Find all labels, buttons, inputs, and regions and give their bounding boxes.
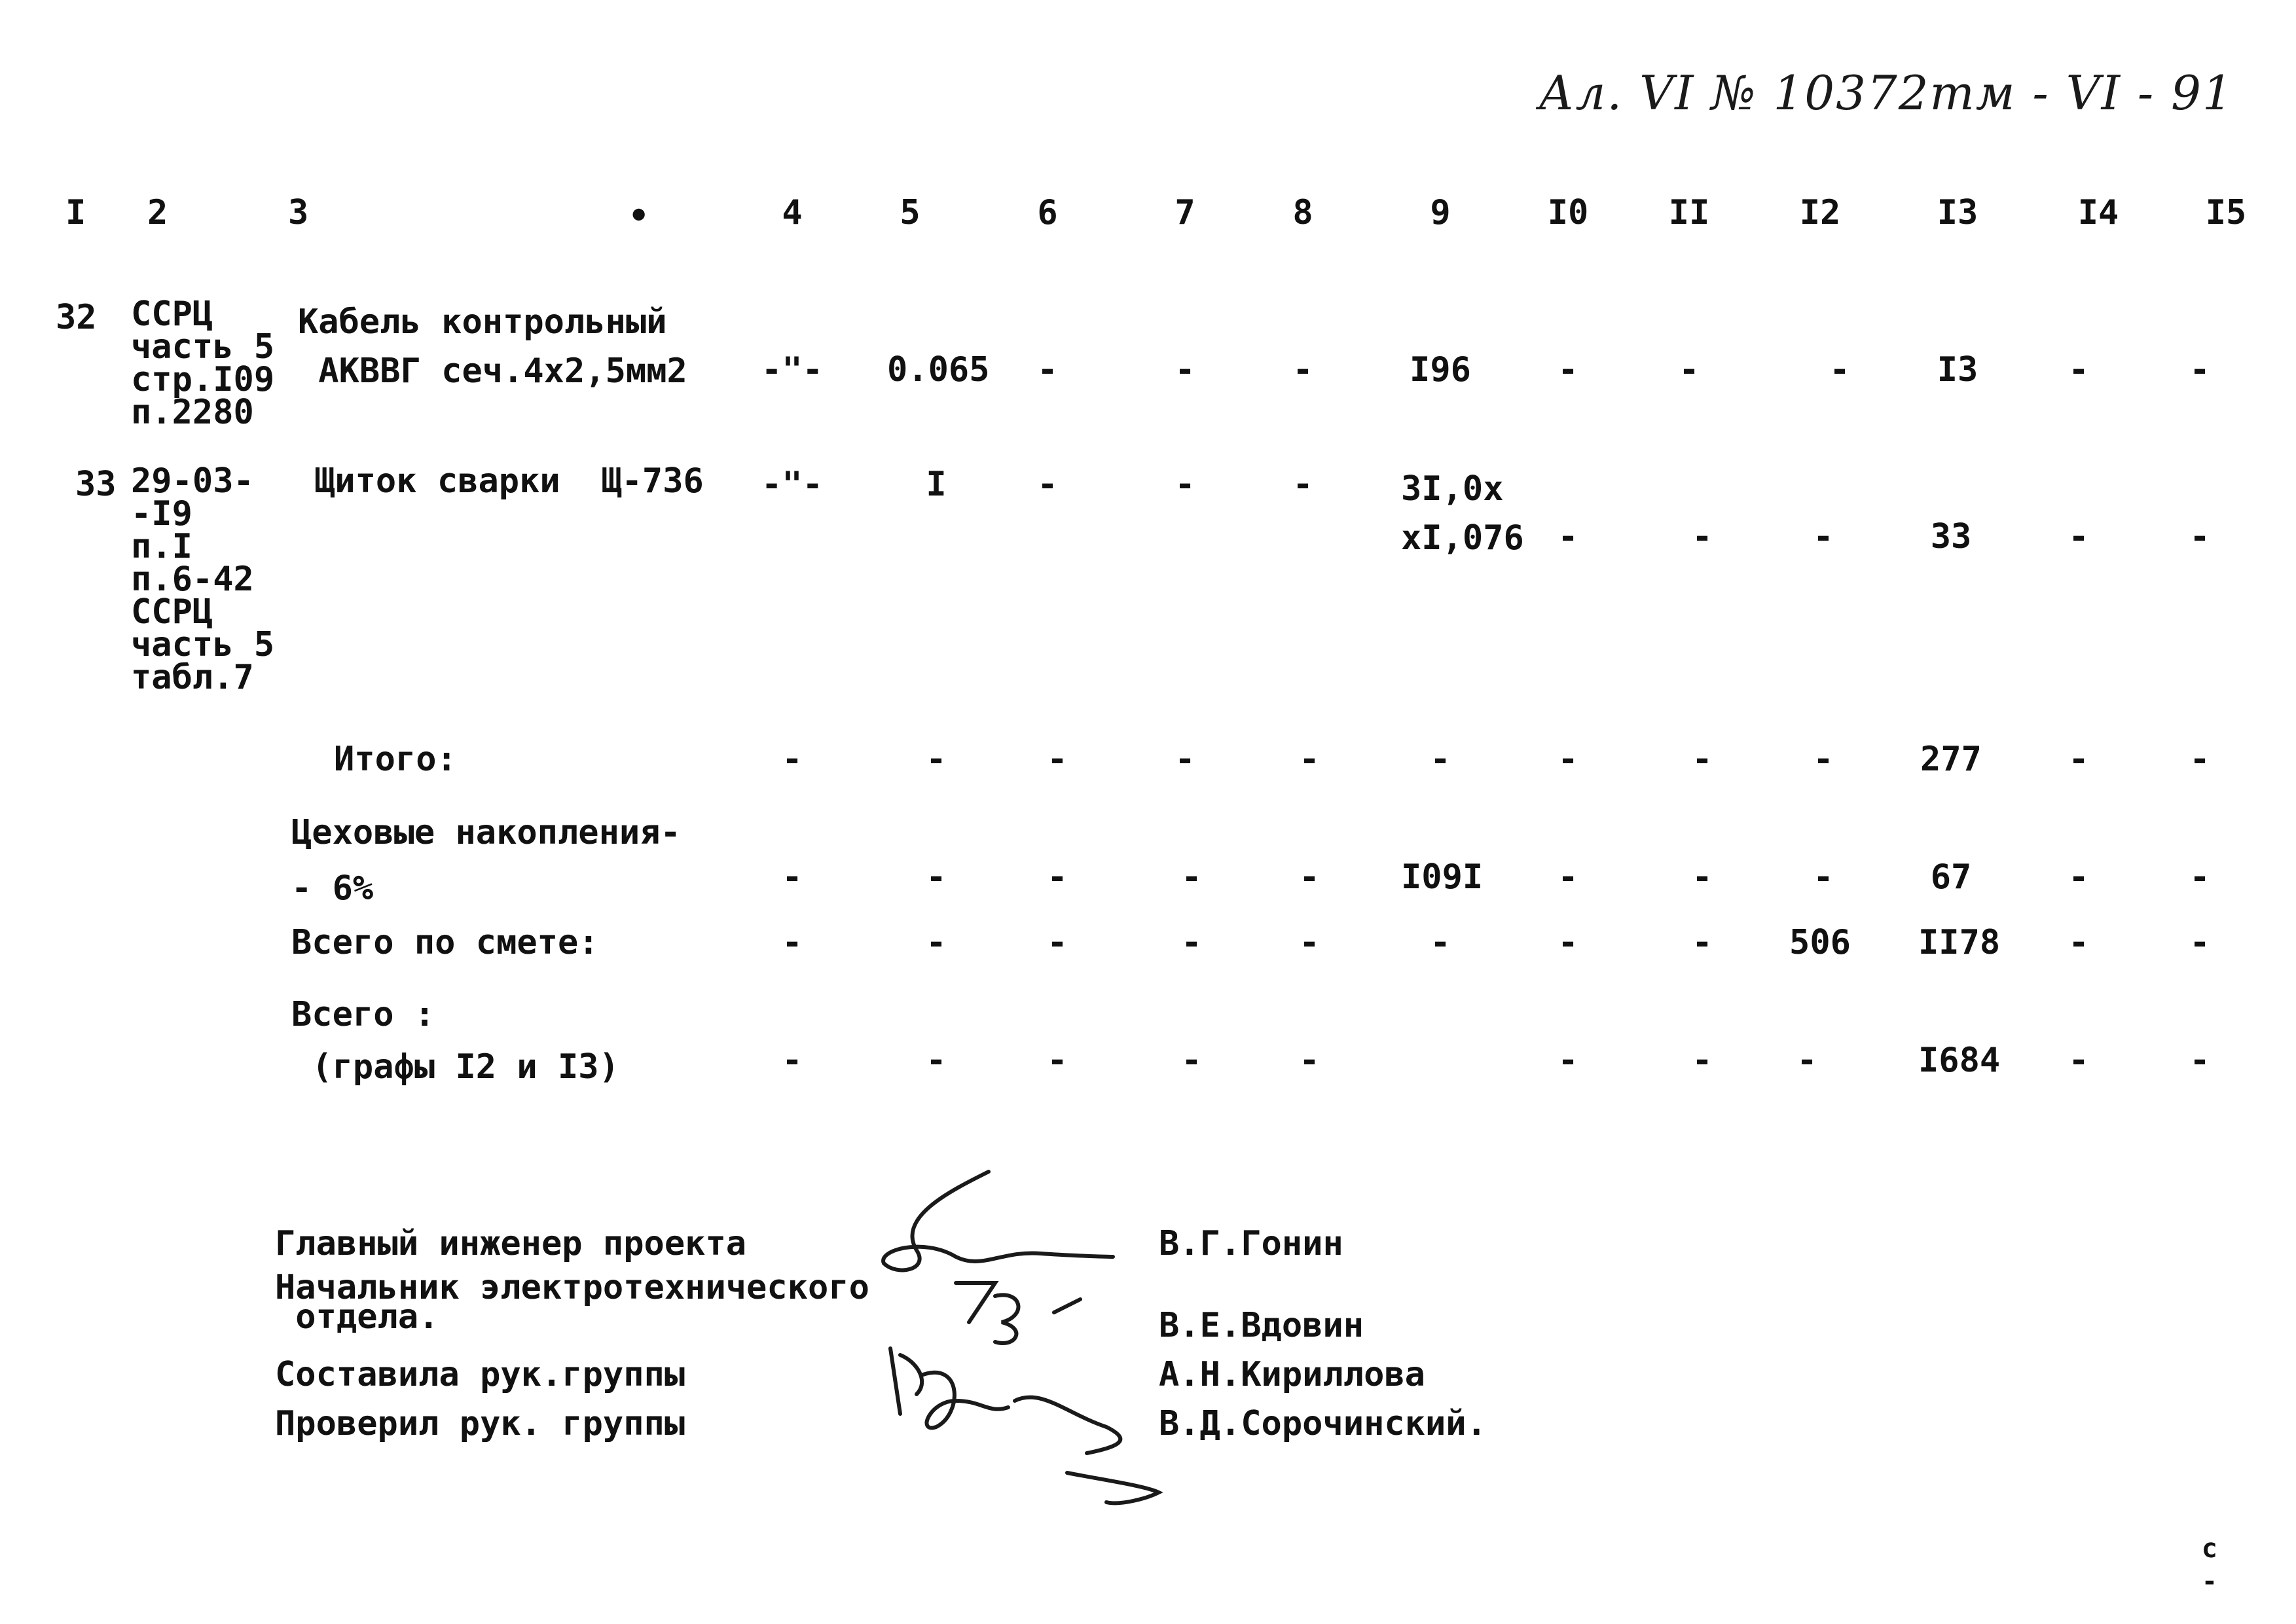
totals-col12: - bbox=[1813, 857, 1834, 897]
row-col5: I bbox=[926, 465, 947, 504]
totals-col6: - bbox=[1047, 857, 1068, 897]
col-header-2: 2 bbox=[147, 193, 168, 232]
totals-col13: II78 bbox=[1918, 923, 2001, 962]
col-header-15: I5 bbox=[2205, 193, 2247, 232]
col-header-9: 9 bbox=[1430, 193, 1451, 232]
row-col14: - bbox=[2068, 350, 2089, 389]
row-col6: - bbox=[1037, 350, 1058, 389]
totals-col4: - bbox=[782, 1041, 803, 1080]
totals-col15: - bbox=[2189, 923, 2210, 962]
col-header-11: II bbox=[1668, 193, 1710, 232]
totals-col9: - bbox=[1430, 740, 1451, 779]
totals-col5: - bbox=[926, 740, 947, 779]
col-header-3: 3 bbox=[288, 193, 309, 232]
totals-col15: - bbox=[2189, 1041, 2210, 1080]
totals-col14: - bbox=[2068, 857, 2089, 897]
totals-col7: - bbox=[1181, 857, 1202, 897]
col-header-8: 8 bbox=[1292, 193, 1313, 232]
row-col8: - bbox=[1292, 350, 1313, 389]
totals-col4: - bbox=[782, 857, 803, 897]
col-header-6: 6 bbox=[1037, 193, 1058, 232]
row-col11: - bbox=[1679, 350, 1700, 389]
row-col7: - bbox=[1175, 465, 1195, 504]
signature-role: Начальник электротехнического отдела. bbox=[275, 1268, 869, 1337]
row-norm-code: 29-03- -I9 п.I п.6-42 ССРЦ часть 5 табл.7 bbox=[131, 461, 275, 697]
totals-col12: - bbox=[1813, 740, 1834, 779]
row-col12: - bbox=[1829, 350, 1850, 389]
signature-role: Главный инженер проекта bbox=[275, 1224, 747, 1263]
totals-col4: - bbox=[782, 740, 803, 779]
col-header-14: I4 bbox=[2077, 193, 2119, 232]
totals-col12: - bbox=[1796, 1041, 1817, 1080]
signature-role: Составила рук.группы bbox=[275, 1355, 685, 1394]
totals-col8: - bbox=[1299, 857, 1320, 897]
row-col13: 33 bbox=[1930, 517, 1972, 556]
col-header-5: 5 bbox=[900, 193, 920, 232]
col-header-1: I bbox=[65, 193, 86, 232]
totals-col14: - bbox=[2068, 740, 2089, 779]
document-reference: Ал. VI № 10372тм - VI - 91 bbox=[1539, 65, 2234, 120]
totals-col4: - bbox=[782, 923, 803, 962]
row-norm-code: ССРЦ часть 5 стр.I09 п.2280 bbox=[131, 295, 275, 432]
totals-col14: - bbox=[2068, 923, 2089, 962]
col-header-10: I0 bbox=[1547, 193, 1589, 232]
totals-label: Всего по смете: bbox=[291, 923, 599, 962]
totals-col8: - bbox=[1299, 1041, 1320, 1080]
row-col10: - bbox=[1558, 350, 1578, 389]
row-col14: - bbox=[2068, 517, 2089, 556]
totals-col10: - bbox=[1558, 857, 1578, 897]
totals-col11: - bbox=[1692, 923, 1713, 962]
signature-name: В.Г.Гонин bbox=[1159, 1224, 1343, 1263]
col-header-13: I3 bbox=[1937, 193, 1978, 232]
row-col7: - bbox=[1175, 350, 1195, 389]
totals-col15: - bbox=[2189, 857, 2210, 897]
totals-col11: - bbox=[1692, 1041, 1713, 1080]
col-header-12: I2 bbox=[1799, 193, 1841, 232]
row-col12: - bbox=[1813, 517, 1834, 556]
totals-col8: - bbox=[1299, 740, 1320, 779]
signature-name: А.Н.Кириллова bbox=[1159, 1355, 1425, 1394]
signature-name: В.Е.Вдовин bbox=[1159, 1306, 1364, 1345]
row-col9: I96 bbox=[1410, 350, 1471, 389]
row-col15: - bbox=[2189, 517, 2210, 556]
totals-col7: - bbox=[1181, 1041, 1202, 1080]
row-col13: I3 bbox=[1937, 350, 1978, 389]
totals-col5: - bbox=[926, 1041, 947, 1080]
totals-label: Итого: bbox=[334, 740, 457, 779]
col-header-dot: • bbox=[629, 196, 649, 236]
totals-col11: - bbox=[1692, 857, 1713, 897]
row-col6: - bbox=[1037, 465, 1058, 504]
page-mark: с - bbox=[2201, 1534, 2217, 1597]
totals-col13: 67 bbox=[1930, 857, 1972, 897]
signature-name: В.Д.Сорочинский. bbox=[1159, 1404, 1487, 1443]
handwritten-signatures bbox=[871, 1165, 1172, 1519]
row-col15: - bbox=[2189, 350, 2210, 389]
row-col9: 3I,0х хI,076 bbox=[1401, 469, 1524, 558]
totals-col9: - bbox=[1430, 923, 1451, 962]
totals-label: Цеховые накопления- - 6% bbox=[291, 813, 681, 908]
row-col4: -"- bbox=[761, 465, 823, 504]
row-col4: -"- bbox=[761, 350, 823, 389]
totals-col6: - bbox=[1047, 1041, 1068, 1080]
totals-col10: - bbox=[1558, 1041, 1578, 1080]
row-number: 32 bbox=[56, 298, 97, 337]
row-col8: - bbox=[1292, 465, 1313, 504]
col-header-7: 7 bbox=[1175, 193, 1195, 232]
totals-col13: I684 bbox=[1918, 1041, 2001, 1080]
totals-label: Всего : (графы I2 и I3) bbox=[291, 995, 619, 1087]
totals-col15: - bbox=[2189, 740, 2210, 779]
row-item-name: Кабель контрольный АКВВГ сеч.4х2,5мм2 bbox=[298, 302, 687, 391]
signature-role: Проверил рук. группы bbox=[275, 1404, 685, 1443]
row-col10: - bbox=[1558, 517, 1578, 556]
totals-col7: - bbox=[1175, 740, 1195, 779]
totals-col7: - bbox=[1181, 923, 1202, 962]
totals-col6: - bbox=[1047, 740, 1068, 779]
totals-col5: - bbox=[926, 857, 947, 897]
totals-col14: - bbox=[2068, 1041, 2089, 1080]
totals-col9: I09I bbox=[1401, 857, 1484, 897]
row-col5: 0.065 bbox=[887, 350, 990, 389]
totals-col12: 506 bbox=[1789, 923, 1851, 962]
totals-col10: - bbox=[1558, 740, 1578, 779]
col-header-4: 4 bbox=[782, 193, 803, 232]
row-col11: - bbox=[1692, 517, 1713, 556]
totals-col13: 277 bbox=[1920, 740, 1982, 779]
totals-col5: - bbox=[926, 923, 947, 962]
totals-col10: - bbox=[1558, 923, 1578, 962]
totals-col6: - bbox=[1047, 923, 1068, 962]
totals-col11: - bbox=[1692, 740, 1713, 779]
row-number: 33 bbox=[75, 465, 117, 504]
totals-col8: - bbox=[1299, 923, 1320, 962]
row-item-name: Щиток сварки Щ-736 bbox=[314, 461, 704, 501]
